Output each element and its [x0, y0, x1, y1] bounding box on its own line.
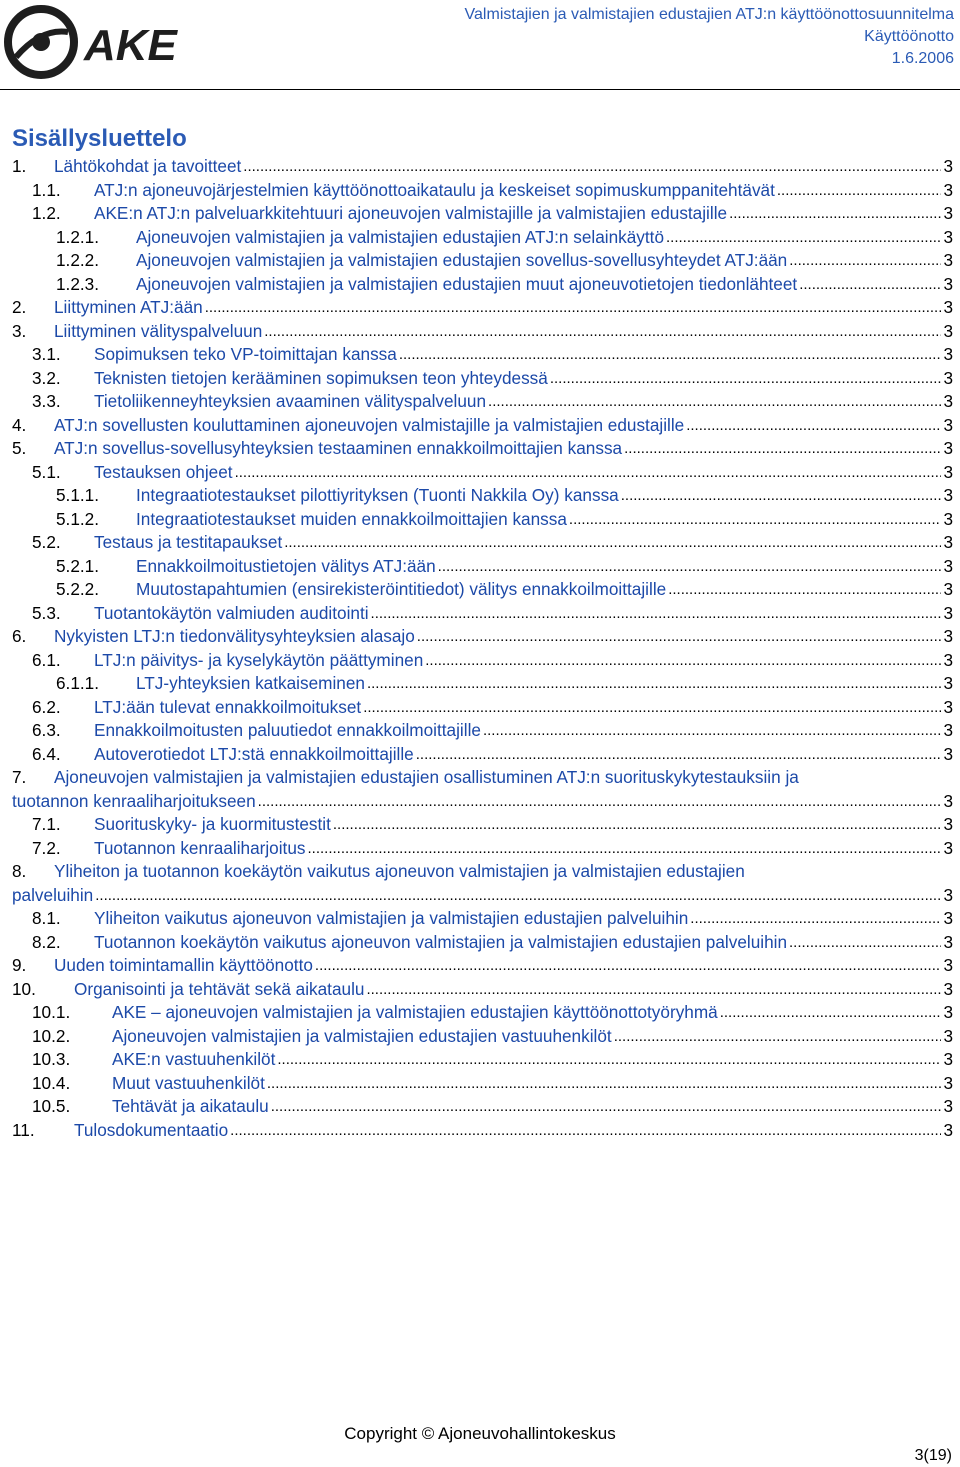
toc-entry-title: Tulosdokumentaatio: [74, 1119, 229, 1140]
toc-entry-title: Teknisten tietojen kerääminen sopimuksen teon yhteydessä: [94, 367, 548, 388]
toc-entry-title: Testauksen ohjeet: [94, 461, 233, 482]
toc-entry[interactable]: [12, 343, 953, 367]
toc-entry-title: Tuotannon kenraaliharjoitus: [94, 837, 306, 858]
toc-entry-title: AKE:n ATJ:n palveluarkkitehtuuri ajoneuvojen valmistajille ja valmistajien edustajille: [94, 203, 728, 223]
toc-entry-number: 2.: [12, 297, 27, 317]
toc-entry[interactable]: [12, 954, 953, 978]
toc-entry[interactable]: [12, 978, 953, 1002]
toc-entry-title: ATJ:n sovellusten kouluttaminen ajoneuvojen valmistajille ja valmistajien edustajille: [54, 414, 685, 435]
toc-entry[interactable]: [12, 578, 953, 602]
toc-entry-number: 5.: [12, 438, 27, 458]
toc-entry-title: Uuden toimintamallin käyttöönotto: [54, 955, 313, 975]
toc-leader-dots: [425, 649, 941, 673]
toc-leader-dots: [315, 954, 942, 978]
toc-entry[interactable]: [12, 672, 953, 696]
toc-leader-dots: [277, 1048, 941, 1072]
toc-leader-dots: [729, 202, 941, 226]
toc-leader-dots: [333, 813, 942, 837]
toc-entry[interactable]: [12, 931, 953, 955]
toc-entry-number: 5.2.1.: [56, 555, 100, 576]
toc-entry-page: 3: [943, 673, 953, 693]
toc-entry-title: Ennakkoilmoitusten paluutiedot ennakkoilmoittajille: [94, 720, 481, 740]
toc-entry-number: 6.3.: [32, 720, 61, 740]
toc-entry[interactable]: [12, 1072, 953, 1096]
toc-leader-dots: [666, 226, 941, 250]
toc-entry[interactable]: [12, 602, 953, 626]
toc-entry-number: 3.: [12, 320, 27, 341]
toc-entry-title: Yliheiton vaikutus ajoneuvon valmistajien ja valmistajien edustajien palveluihin: [94, 908, 689, 928]
toc-entry-page: 3: [943, 1049, 953, 1069]
toc-entry-page: 3: [943, 1002, 953, 1022]
toc-entry[interactable]: [12, 907, 953, 931]
toc-entry-number: 1.2.1.: [56, 226, 100, 247]
toc-entry[interactable]: [12, 484, 953, 508]
toc-entry-page: 3: [943, 649, 953, 670]
toc-leader-dots: [363, 696, 941, 720]
toc-entry-page: 3: [943, 1072, 953, 1093]
toc-entry[interactable]: [12, 1001, 953, 1025]
toc-entry-page: 3: [943, 555, 953, 576]
document-date: 1.6.2006: [891, 50, 954, 67]
toc-entry-number: 8.: [12, 861, 27, 881]
toc-entry-number: 6.4.: [32, 743, 61, 764]
toc-leader-dots: [284, 531, 941, 555]
document-title: Valmistajien ja valmistajien edustajien ATJ:n käyttöönottosuunnitelma: [464, 6, 954, 23]
toc-entry-page: 3: [943, 273, 953, 294]
logo-text: AKE: [84, 21, 177, 70]
toc-entry-title: Liittyminen ATJ:ään: [54, 297, 203, 317]
toc-entry-title: Sopimuksen teko VP-toimittajan kanssa: [94, 344, 397, 364]
toc-entry-page: 3: [943, 179, 953, 200]
toc-leader-dots: [483, 719, 941, 743]
toc-entry-number: 8.1.: [32, 908, 61, 928]
toc-entry-number: 5.2.: [32, 532, 61, 552]
toc-entry-page: 3: [943, 391, 953, 411]
toc-entry-page: 3: [943, 297, 953, 317]
toc-entry-number: 6.: [12, 626, 27, 646]
toc-entry[interactable]: [12, 461, 953, 485]
toc-entry-page: 3: [943, 837, 953, 858]
toc-leader-dots: [789, 249, 941, 273]
toc-entry-number: 1.2.2.: [56, 250, 100, 270]
toc-leader-dots: [624, 437, 941, 461]
toc-entry-title: ATJ:n sovellus-sovellusyhteyksien testaaminen ennakkoilmoittajien kanssa: [54, 438, 623, 458]
toc-entry-page: 3: [943, 720, 953, 740]
toc-leader-dots: [438, 555, 942, 579]
toc-entry-number: 3.3.: [32, 391, 61, 411]
toc-entry-title: Tehtävät ja aikataulu: [112, 1096, 269, 1116]
toc-entry-title: ATJ:n ajoneuvojärjestelmien käyttöönottoaikataulu ja keskeiset sopimuskumppanitehtävät: [94, 179, 775, 200]
toc-leader-dots: [267, 1072, 942, 1096]
toc-leader-dots: [366, 978, 941, 1002]
toc-entry-number: 10.5.: [32, 1096, 71, 1116]
toc-leader-dots: [307, 837, 941, 861]
toc-entry-page: 3: [943, 367, 953, 388]
toc-entry-title: Muutostapahtumien (ensirekisteröintitiedot) välitys ennakkoilmoittajille: [136, 579, 667, 599]
toc-leader-dots: [569, 508, 942, 532]
toc-entry[interactable]: [12, 508, 953, 532]
toc-entry-number: 11.: [12, 1119, 35, 1140]
toc-leader-dots: [614, 1025, 942, 1049]
toc-entry[interactable]: [12, 202, 953, 226]
toc-entry-number: 6.2.: [32, 696, 61, 717]
toc-entry-page: 3: [943, 532, 953, 552]
toc-entry-number: 9.: [12, 955, 27, 975]
toc-leader-dots: [621, 484, 942, 508]
toc-entry-number: 5.1.1.: [56, 485, 100, 505]
toc-leader-dots: [271, 1095, 942, 1119]
toc-entry-title: Ennakkoilmoitustietojen välitys ATJ:ään: [136, 555, 436, 576]
ake-logo: [4, 2, 224, 82]
toc-leader-dots: [205, 296, 942, 320]
toc-entry-page: 3: [943, 226, 953, 247]
toc-leader-dots: [416, 743, 942, 767]
toc-entry[interactable]: [12, 296, 953, 320]
toc-entry-number: 1.2.3.: [56, 273, 100, 294]
toc-entry-page: 3: [943, 579, 953, 599]
toc-entry-number: 6.1.1.: [56, 673, 100, 693]
toc-entry-title: Ajoneuvojen valmistajien ja valmistajien edustajien osallistuminen ATJ:n suorituskykytestauksiin ja: [54, 767, 799, 787]
toc-entry-title: Ajoneuvojen valmistajien ja valmistajien edustajien vastuuhenkilöt: [112, 1025, 612, 1046]
toc-entry[interactable]: [12, 860, 953, 907]
toc-entry-number: 4.: [12, 414, 27, 435]
toc-entry[interactable]: [12, 226, 953, 250]
toc-entry-number: 10.1.: [32, 1002, 71, 1022]
toc-entry-page: 3: [943, 320, 953, 341]
toc-entry-title: Tuotantokäytön valmiuden auditointi: [94, 602, 369, 623]
toc-entry[interactable]: [12, 437, 953, 461]
document-section: Käyttöönotto: [864, 28, 954, 45]
toc-entry-title: Suorituskyky- ja kuormitustestit: [94, 814, 331, 834]
toc-leader-dots: [95, 884, 941, 908]
toc-leader-dots: [686, 414, 941, 438]
toc-entry[interactable]: [12, 1048, 953, 1072]
toc-entry[interactable]: [12, 696, 953, 720]
toc-entry-number: 6.1.: [32, 649, 61, 670]
toc-leader-dots: [488, 390, 941, 414]
toc-entry-number: 1.2.: [32, 203, 61, 223]
toc-leader-dots: [550, 367, 942, 391]
toc-entry-page: 3: [943, 978, 953, 999]
toc-entry-number: 10.3.: [32, 1049, 71, 1069]
toc-entry[interactable]: [12, 179, 953, 203]
toc-entry-page: 3: [943, 908, 953, 928]
toc-entry[interactable]: [12, 837, 953, 861]
page-number: 3(19): [914, 1447, 952, 1464]
toc-heading: Sisällysluettelo: [12, 125, 187, 152]
toc-leader-dots: [789, 931, 941, 955]
toc-entry-page: 3: [943, 931, 953, 952]
toc-entry-page: 3: [943, 485, 953, 505]
toc-entry-title: Testaus ja testitapaukset: [94, 532, 283, 552]
toc-entry-page: 3: [943, 696, 953, 717]
toc-leader-dots: [799, 273, 941, 297]
header-divider: [0, 89, 960, 90]
toc-entry[interactable]: [12, 273, 953, 297]
toc-entry-number: 10.2.: [32, 1025, 71, 1046]
toc-leader-dots: [367, 672, 941, 696]
toc-entry[interactable]: [12, 531, 953, 555]
toc-entry-page: 3: [943, 884, 953, 905]
toc-leader-dots: [777, 179, 942, 203]
toc-entry-page: 3: [943, 461, 953, 482]
toc-entry-page: 3: [943, 508, 953, 529]
toc-entry-page: 3: [943, 156, 953, 176]
toc-entry-title: LTJ:n päivitys- ja kyselykäytön päättyminen: [94, 649, 424, 670]
toc-entry-page: 3: [943, 1025, 953, 1046]
toc-entry[interactable]: [12, 743, 953, 767]
toc-entry-number: 10.: [12, 978, 36, 999]
toc-entry[interactable]: [12, 625, 953, 649]
toc-entry[interactable]: [12, 1095, 953, 1119]
toc-leader-dots: [243, 155, 941, 179]
toc-entry-number: 1.1.: [32, 179, 61, 200]
toc-entry-number: 5.1.2.: [56, 508, 100, 529]
toc-entry-page: 3: [943, 250, 953, 270]
toc-entry[interactable]: [12, 367, 953, 391]
toc-leader-dots: [417, 625, 942, 649]
toc-entry-title: Muut vastuuhenkilöt: [112, 1072, 265, 1093]
toc-entry[interactable]: [12, 813, 953, 837]
toc-entry-title: AKE – ajoneuvojen valmistajien ja valmistajien edustajien käyttöönottotyöryhmä: [112, 1002, 718, 1022]
toc-entry-page: 3: [943, 203, 953, 223]
toc-entry-title: Ajoneuvojen valmistajien ja valmistajien edustajien ATJ:n selainkäyttö: [136, 226, 665, 247]
toc-entry-page: 3: [943, 438, 953, 458]
toc-entry-title: Tuotannon koekäytön vaikutus ajoneuvon valmistajien ja valmistajien edustajien palveluihin: [94, 931, 788, 952]
toc-entry-page: 3: [943, 1119, 953, 1140]
toc-entry[interactable]: [12, 719, 953, 743]
toc-leader-dots: [690, 907, 941, 931]
toc-entry-number: 5.2.2.: [56, 579, 100, 599]
toc-entry[interactable]: [12, 766, 953, 813]
toc-entry[interactable]: [12, 390, 953, 414]
toc-entry[interactable]: [12, 414, 953, 438]
toc-entry-page: 3: [943, 414, 953, 435]
toc-entry-title-continued: tuotannon kenraaliharjoitukseen: [12, 790, 256, 811]
table-of-contents: [12, 155, 953, 1142]
toc-entry[interactable]: [12, 249, 953, 273]
toc-entry-page: 3: [943, 743, 953, 764]
toc-entry[interactable]: [12, 320, 953, 344]
footer-copyright: Copyright © Ajoneuvohallintokeskus: [344, 1424, 616, 1443]
toc-entry-number: 7.1.: [32, 814, 61, 834]
toc-entry[interactable]: [12, 1025, 953, 1049]
toc-leader-dots: [720, 1001, 942, 1025]
toc-entry-page: 3: [943, 602, 953, 623]
toc-leader-dots: [258, 790, 942, 814]
document-header: [465, 4, 954, 70]
toc-entry-title: Integraatiotestaukset pilottiyrityksen (Tuonti Nakkila Oy) kanssa: [136, 485, 619, 505]
toc-entry-page: 3: [943, 626, 953, 646]
toc-entry-title: Autoverotiedot LTJ:stä ennakkoilmoittajille: [94, 743, 414, 764]
toc-entry-title: LTJ:ään tulevat ennakkoilmoitukset: [94, 696, 362, 717]
toc-entry-title: Nykyisten LTJ:n tiedonvälitysyhteyksien alasajo: [54, 626, 415, 646]
toc-entry-page: 3: [943, 814, 953, 834]
toc-entry-page: 3: [943, 1096, 953, 1116]
toc-entry-page: 3: [943, 790, 953, 811]
toc-entry-number: 3.2.: [32, 367, 61, 388]
toc-entry-number: 10.4.: [32, 1072, 71, 1093]
toc-entry-title: Yliheiton ja tuotannon koekäytön vaikutus ajoneuvon valmistajien ja valmistajien edustajien: [54, 861, 745, 881]
toc-entry-title: Liittyminen välityspalveluun: [54, 320, 263, 341]
toc-entry-title: Lähtökohdat ja tavoitteet: [54, 156, 242, 176]
toc-entry-title: Integraatiotestaukset muiden ennakkoilmoittajien kanssa: [136, 508, 567, 529]
toc-entry-title-continued: palveluihin: [12, 884, 94, 905]
toc-entry-title: AKE:n vastuuhenkilöt: [112, 1049, 276, 1069]
toc-leader-dots: [668, 578, 941, 602]
toc-entry[interactable]: [12, 649, 953, 673]
toc-leader-dots: [264, 320, 941, 344]
toc-entry-title: Ajoneuvojen valmistajien ja valmistajien edustajien sovellus-sovellusyhteydet ATJ:ään: [136, 250, 788, 270]
toc-entry-page: 3: [943, 955, 953, 975]
toc-entry-number: 7.2.: [32, 837, 61, 858]
toc-entry-number: 1.: [12, 156, 27, 176]
toc-entry[interactable]: [12, 555, 953, 579]
toc-entry-number: 8.2.: [32, 931, 61, 952]
toc-entry-title: Organisointi ja tehtävät sekä aikataulu: [74, 978, 365, 999]
toc-entry-title: LTJ-yhteyksien katkaiseminen: [136, 673, 365, 693]
toc-entry-title: Ajoneuvojen valmistajien ja valmistajien edustajien muut ajoneuvotietojen tiedonlähteet: [136, 273, 798, 294]
toc-entry[interactable]: [12, 1119, 953, 1143]
toc-entry-number: 3.1.: [32, 344, 61, 364]
toc-leader-dots: [230, 1119, 941, 1143]
toc-entry-title: Tietoliikenneyhteyksien avaaminen välityspalveluun: [94, 391, 487, 411]
toc-entry-number: 7.: [12, 767, 27, 787]
toc-entry-page: 3: [943, 344, 953, 364]
toc-entry[interactable]: [12, 155, 953, 179]
toc-leader-dots: [235, 461, 942, 485]
toc-leader-dots: [399, 343, 942, 367]
toc-entry-number: 5.1.: [32, 461, 61, 482]
toc-entry-number: 5.3.: [32, 602, 61, 623]
toc-leader-dots: [371, 602, 942, 626]
